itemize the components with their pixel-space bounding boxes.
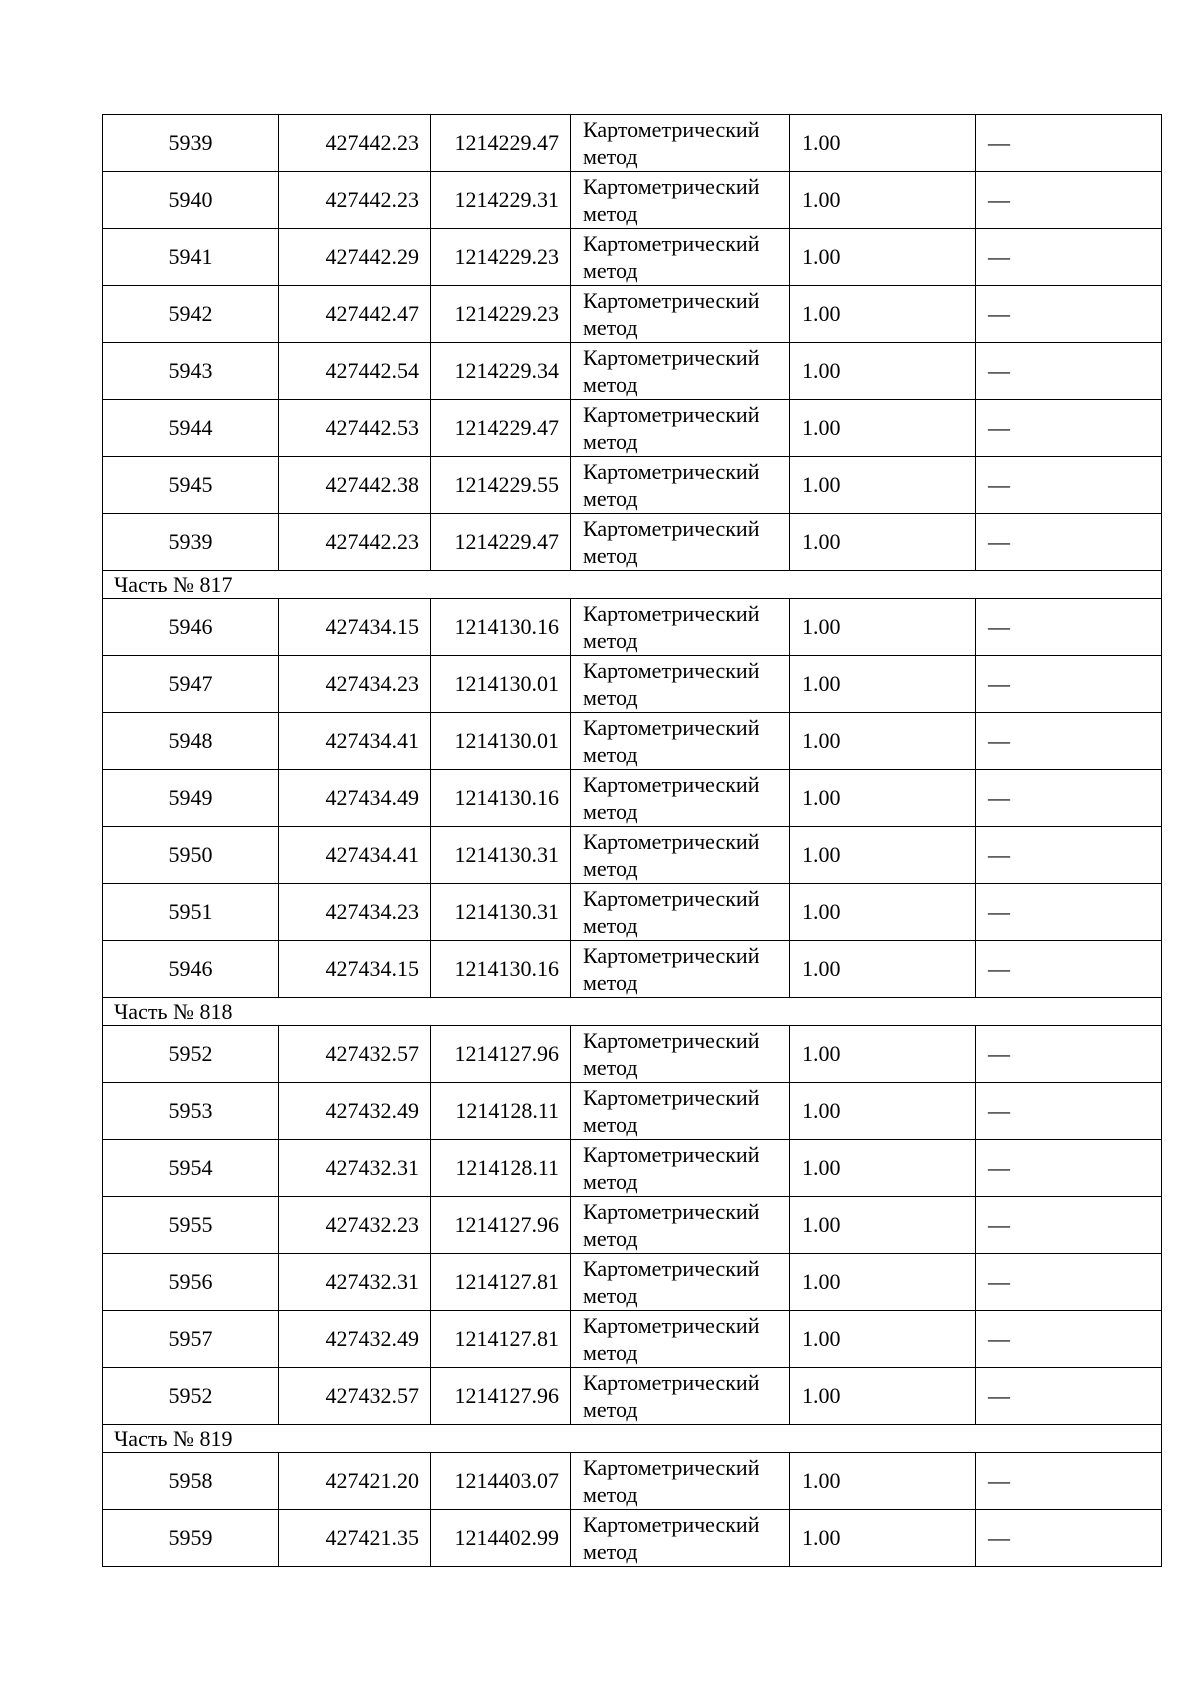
x-coordinate-cell: 427442.47 [279,286,431,343]
method-line-1: Картометрический [583,1085,760,1110]
method-line-2: метод [583,1169,638,1194]
description-cell: — [976,884,1162,941]
method-line-1: Картометрический [583,174,760,199]
method-cell [571,713,790,770]
y-coordinate-cell: 1214127.96 [431,1197,571,1254]
part-label: Часть № 818 [103,998,1162,1026]
method-line-1: Картометрический [583,1199,760,1224]
method-cell [571,884,790,941]
x-coordinate-cell: 427442.23 [279,115,431,172]
precision-cell: 1.00 [790,1026,976,1083]
x-coordinate-cell: 427432.57 [279,1368,431,1425]
x-coordinate-cell: 427434.49 [279,770,431,827]
description-cell: — [976,1197,1162,1254]
method-line-2: метод [583,543,638,568]
y-coordinate-cell: 1214127.96 [431,1368,571,1425]
point-number-cell: 5941 [103,229,279,286]
table-row [103,343,1162,400]
method-line-1: Картометрический [583,829,760,854]
y-coordinate-cell: 1214403.07 [431,1453,571,1510]
method-line-1: Картометрический [583,1028,760,1053]
precision-cell: 1.00 [790,1453,976,1510]
precision-cell: 1.00 [790,1197,976,1254]
precision-cell: 1.00 [790,514,976,571]
point-number-cell: 5954 [103,1140,279,1197]
part-label: Часть № 817 [103,571,1162,599]
point-number-cell: 5939 [103,514,279,571]
precision-cell: 1.00 [790,770,976,827]
precision-cell: 1.00 [790,827,976,884]
precision-cell: 1.00 [790,1140,976,1197]
coordinates-table [102,114,1162,1567]
x-coordinate-cell: 427421.35 [279,1510,431,1567]
description-cell: — [976,827,1162,884]
x-coordinate-cell: 427432.31 [279,1254,431,1311]
point-number-cell: 5952 [103,1026,279,1083]
table-row [103,1311,1162,1368]
description-cell: — [976,400,1162,457]
x-coordinate-cell: 427434.15 [279,941,431,998]
x-coordinate-cell: 427442.23 [279,172,431,229]
point-number-cell: 5945 [103,457,279,514]
coordinates-table-body [103,115,1162,1567]
description-cell: — [976,656,1162,713]
y-coordinate-cell: 1214229.23 [431,286,571,343]
part-label: Часть № 819 [103,1425,1162,1453]
point-number-cell: 5955 [103,1197,279,1254]
method-line-2: метод [583,799,638,824]
table-row [103,1197,1162,1254]
table-row [103,400,1162,457]
point-number-cell: 5946 [103,941,279,998]
method-line-2: метод [583,1283,638,1308]
method-line-1: Картометрический [583,402,760,427]
method-line-2: метод [583,970,638,995]
x-coordinate-cell: 427442.23 [279,514,431,571]
method-line-2: метод [583,1112,638,1137]
precision-cell: 1.00 [790,1368,976,1425]
method-cell [571,514,790,571]
method-line-1: Картометрический [583,231,760,256]
table-row [103,457,1162,514]
method-line-1: Картометрический [583,943,760,968]
description-cell: — [976,457,1162,514]
method-line-2: метод [583,315,638,340]
description-cell: — [976,1311,1162,1368]
method-line-2: метод [583,1482,638,1507]
point-number-cell: 5959 [103,1510,279,1567]
method-cell [571,1254,790,1311]
precision-cell: 1.00 [790,172,976,229]
method-line-2: метод [583,144,638,169]
table-row [103,770,1162,827]
method-cell [571,286,790,343]
precision-cell: 1.00 [790,1254,976,1311]
table-row [103,827,1162,884]
description-cell: — [976,1453,1162,1510]
method-line-2: метод [583,913,638,938]
method-cell [571,770,790,827]
method-cell [571,1083,790,1140]
method-line-2: метод [583,372,638,397]
part-header-row [103,1425,1162,1453]
precision-cell: 1.00 [790,400,976,457]
point-number-cell: 5944 [103,400,279,457]
precision-cell: 1.00 [790,286,976,343]
method-line-2: метод [583,258,638,283]
method-cell [571,941,790,998]
y-coordinate-cell: 1214127.81 [431,1311,571,1368]
y-coordinate-cell: 1214130.16 [431,599,571,656]
table-row [103,1368,1162,1425]
method-cell [571,1453,790,1510]
y-coordinate-cell: 1214229.23 [431,229,571,286]
description-cell: — [976,941,1162,998]
y-coordinate-cell: 1214130.31 [431,827,571,884]
x-coordinate-cell: 427432.49 [279,1083,431,1140]
precision-cell: 1.00 [790,599,976,656]
precision-cell: 1.00 [790,229,976,286]
y-coordinate-cell: 1214127.96 [431,1026,571,1083]
method-line-1: Картометрический [583,1142,760,1167]
method-line-1: Картометрический [583,1512,760,1537]
method-cell [571,457,790,514]
y-coordinate-cell: 1214229.47 [431,400,571,457]
part-header-row [103,998,1162,1026]
point-number-cell: 5958 [103,1453,279,1510]
x-coordinate-cell: 427434.23 [279,884,431,941]
method-line-1: Картометрический [583,1313,760,1338]
precision-cell: 1.00 [790,884,976,941]
method-line-2: метод [583,1340,638,1365]
y-coordinate-cell: 1214229.31 [431,172,571,229]
precision-cell: 1.00 [790,1311,976,1368]
method-line-2: метод [583,628,638,653]
method-line-1: Картометрический [583,117,760,142]
part-header-row [103,571,1162,599]
method-line-1: Картометрический [583,1256,760,1281]
x-coordinate-cell: 427434.23 [279,656,431,713]
method-cell [571,1140,790,1197]
y-coordinate-cell: 1214130.01 [431,713,571,770]
point-number-cell: 5940 [103,172,279,229]
y-coordinate-cell: 1214130.16 [431,941,571,998]
table-row [103,1510,1162,1567]
description-cell: — [976,1140,1162,1197]
x-coordinate-cell: 427442.38 [279,457,431,514]
x-coordinate-cell: 427434.41 [279,827,431,884]
point-number-cell: 5952 [103,1368,279,1425]
table-row [103,286,1162,343]
y-coordinate-cell: 1214402.99 [431,1510,571,1567]
point-number-cell: 5948 [103,713,279,770]
table-row [103,229,1162,286]
method-cell [571,827,790,884]
description-cell: — [976,343,1162,400]
table-row [103,1254,1162,1311]
description-cell: — [976,514,1162,571]
table-row [103,1453,1162,1510]
point-number-cell: 5939 [103,115,279,172]
x-coordinate-cell: 427421.20 [279,1453,431,1510]
point-number-cell: 5950 [103,827,279,884]
method-line-1: Картометрический [583,459,760,484]
method-line-2: метод [583,486,638,511]
method-line-2: метод [583,1539,638,1564]
method-line-1: Картометрический [583,345,760,370]
method-cell [571,1197,790,1254]
method-line-1: Картометрический [583,886,760,911]
description-cell: — [976,229,1162,286]
precision-cell: 1.00 [790,457,976,514]
point-number-cell: 5947 [103,656,279,713]
method-line-1: Картометрический [583,1370,760,1395]
table-row [103,172,1162,229]
method-line-2: метод [583,1226,638,1251]
method-line-1: Картометрический [583,658,760,683]
y-coordinate-cell: 1214128.11 [431,1140,571,1197]
precision-cell: 1.00 [790,1083,976,1140]
description-cell: — [976,1254,1162,1311]
table-row [103,115,1162,172]
method-line-2: метод [583,429,638,454]
point-number-cell: 5957 [103,1311,279,1368]
method-cell [571,172,790,229]
method-cell [571,1368,790,1425]
table-row [103,514,1162,571]
y-coordinate-cell: 1214127.81 [431,1254,571,1311]
method-cell [571,656,790,713]
point-number-cell: 5946 [103,599,279,656]
y-coordinate-cell: 1214229.55 [431,457,571,514]
y-coordinate-cell: 1214229.47 [431,514,571,571]
method-line-1: Картометрический [583,516,760,541]
description-cell: — [976,115,1162,172]
precision-cell: 1.00 [790,713,976,770]
precision-cell: 1.00 [790,1510,976,1567]
y-coordinate-cell: 1214128.11 [431,1083,571,1140]
x-coordinate-cell: 427432.23 [279,1197,431,1254]
x-coordinate-cell: 427442.54 [279,343,431,400]
method-cell [571,115,790,172]
precision-cell: 1.00 [790,941,976,998]
precision-cell: 1.00 [790,115,976,172]
point-number-cell: 5956 [103,1254,279,1311]
table-row [103,1026,1162,1083]
table-row [103,1083,1162,1140]
table-row [103,884,1162,941]
method-line-2: метод [583,742,638,767]
method-cell [571,229,790,286]
method-line-2: метод [583,856,638,881]
description-cell: — [976,770,1162,827]
method-line-2: метод [583,201,638,226]
method-cell [571,1026,790,1083]
x-coordinate-cell: 427432.31 [279,1140,431,1197]
method-line-2: метод [583,1397,638,1422]
x-coordinate-cell: 427432.57 [279,1026,431,1083]
table-row [103,713,1162,770]
table-row [103,656,1162,713]
point-number-cell: 5942 [103,286,279,343]
y-coordinate-cell: 1214130.31 [431,884,571,941]
description-cell: — [976,1083,1162,1140]
method-cell [571,343,790,400]
x-coordinate-cell: 427442.53 [279,400,431,457]
method-line-1: Картометрический [583,1455,760,1480]
y-coordinate-cell: 1214130.16 [431,770,571,827]
description-cell: — [976,1510,1162,1567]
table-row [103,1140,1162,1197]
x-coordinate-cell: 427442.29 [279,229,431,286]
table-row [103,941,1162,998]
method-line-1: Картометрический [583,772,760,797]
x-coordinate-cell: 427434.15 [279,599,431,656]
description-cell: — [976,1368,1162,1425]
point-number-cell: 5949 [103,770,279,827]
precision-cell: 1.00 [790,343,976,400]
description-cell: — [976,713,1162,770]
point-number-cell: 5953 [103,1083,279,1140]
x-coordinate-cell: 427432.49 [279,1311,431,1368]
method-line-1: Картометрический [583,715,760,740]
method-line-2: метод [583,1055,638,1080]
y-coordinate-cell: 1214229.34 [431,343,571,400]
method-cell [571,1510,790,1567]
description-cell: — [976,172,1162,229]
x-coordinate-cell: 427434.41 [279,713,431,770]
description-cell: — [976,1026,1162,1083]
y-coordinate-cell: 1214229.47 [431,115,571,172]
method-line-2: метод [583,685,638,710]
description-cell: — [976,286,1162,343]
method-line-1: Картометрический [583,288,760,313]
method-cell [571,599,790,656]
method-cell [571,1311,790,1368]
point-number-cell: 5943 [103,343,279,400]
method-line-1: Картометрический [583,601,760,626]
y-coordinate-cell: 1214130.01 [431,656,571,713]
table-row [103,599,1162,656]
method-cell [571,400,790,457]
description-cell: — [976,599,1162,656]
precision-cell: 1.00 [790,656,976,713]
point-number-cell: 5951 [103,884,279,941]
